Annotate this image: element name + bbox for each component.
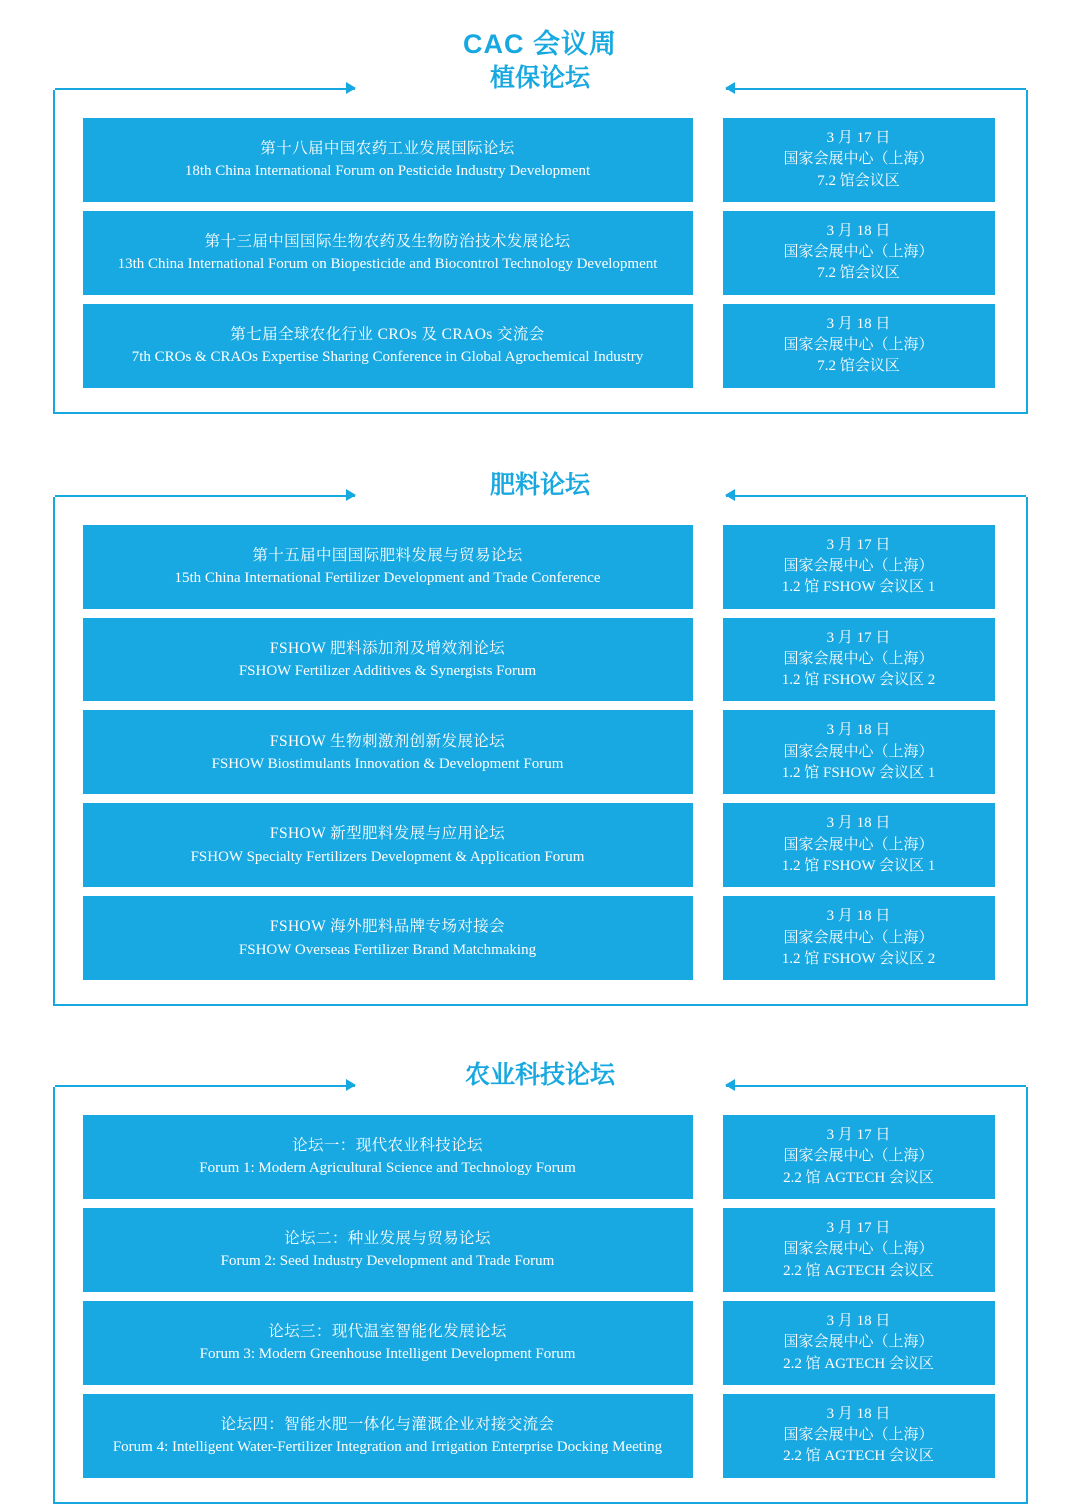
venue-date: 3 月 18 日 [826,1405,891,1422]
venue-place: 国家会展中心（上海） [783,929,934,946]
topic-cell [83,211,693,295]
topic-title-en: Forum 3: Modern Greenhouse Intelligent Development Forum [199,1346,576,1363]
venue-hall: 1.2 馆 FSHOW 会议区 2 [781,672,936,689]
venue-cell [723,618,995,702]
topic-title-cn: 论坛一：现代农业科技论坛 [292,1137,483,1155]
schedule-rows [55,1115,1026,1478]
section-plant-protection [53,61,1028,414]
topic-title-en: 15th China International Fertilizer Development and Trade Conference [174,569,601,586]
venue-hall: 1.2 馆 FSHOW 会议区 1 [781,765,936,782]
venue-date: 3 月 18 日 [826,722,891,739]
topic-cell [83,803,693,887]
topic-cell [83,1394,693,1478]
topic-cell [83,118,693,202]
venue-hall: 2.2 馆 AGTECH 会议区 [783,1262,934,1279]
topic-title-cn: 论坛二：种业发展与贸易论坛 [284,1230,491,1248]
topic-title-en: Forum 2: Seed Industry Development and Trade Forum [220,1253,555,1270]
topic-cell [83,1208,693,1292]
topic-title-en: FSHOW Biostimulants Innovation & Development Forum [211,755,564,772]
table-row [83,618,998,702]
table-row [83,1394,998,1478]
arrow-right-icon [346,82,356,94]
table-row [83,1115,998,1199]
venue-date: 3 月 17 日 [826,629,891,646]
arrow-right-icon [346,1079,356,1091]
arrow-left-icon [725,489,735,501]
table-row [83,803,998,887]
topic-title-cn: FSHOW 肥料添加剂及增效剂论坛 [269,639,506,657]
venue-place: 国家会展中心（上海） [783,557,934,574]
venue-date: 3 月 17 日 [826,1127,891,1144]
venue-date: 3 月 17 日 [826,536,891,553]
section-agritech [53,1058,1028,1504]
topic-cell [83,1301,693,1385]
venue-cell [723,1208,995,1292]
section-spacer [0,414,1080,468]
topic-title-en: FSHOW Fertilizer Additives & Synergists Forum [238,662,537,679]
topic-cell [83,1115,693,1199]
venue-cell [723,304,995,388]
section-fertilizer [53,468,1028,1006]
page-title: CAC 会议周 [463,29,617,59]
venue-place: 国家会展中心（上海） [783,1241,934,1258]
table-row [83,211,998,295]
section-frame [53,497,1028,1006]
section-spacer [0,1006,1080,1058]
venue-hall: 1.2 馆 FSHOW 会议区 1 [781,579,936,596]
venue-place: 国家会展中心（上海） [783,650,934,667]
venue-hall: 1.2 馆 FSHOW 会议区 2 [781,950,936,967]
venue-date: 3 月 18 日 [826,315,891,332]
venue-place: 国家会展中心（上海） [783,743,934,760]
venue-date: 3 月 18 日 [826,1312,891,1329]
venue-hall: 7.2 馆会议区 [817,265,900,282]
venue-place: 国家会展中心（上海） [783,337,934,354]
arrow-right-icon [346,489,356,501]
topic-title-en: FSHOW Overseas Fertilizer Brand Matchmaking [238,941,537,958]
topic-cell [83,304,693,388]
topic-title-en: 7th CROs & CRAOs Expertise Sharing Conference in Global Agrochemical Industry [131,349,644,366]
topic-title-cn: 论坛三：现代温室智能化发展论坛 [268,1322,507,1340]
topic-title-cn: FSHOW 新型肥料发展与应用论坛 [269,825,506,843]
venue-hall: 2.2 馆 AGTECH 会议区 [783,1355,934,1372]
venue-date: 3 月 18 日 [826,815,891,832]
table-row [83,304,998,388]
venue-place: 国家会展中心（上海） [783,1334,934,1351]
table-row [83,896,998,980]
arrow-left-icon [725,82,735,94]
topic-cell [83,618,693,702]
venue-cell [723,896,995,980]
topic-title-en: FSHOW Specialty Fertilizers Development & Application Forum [190,848,585,865]
venue-date: 3 月 18 日 [826,222,891,239]
venue-cell [723,1394,995,1478]
venue-hall: 2.2 馆 AGTECH 会议区 [783,1169,934,1186]
topic-title-cn: 第十三届中国国际生物农药及生物防治技术发展论坛 [204,232,571,250]
venue-place: 国家会展中心（上海） [783,244,934,261]
venue-place: 国家会展中心（上海） [783,1427,934,1444]
topic-title-cn: FSHOW 海外肥料品牌专场对接会 [269,918,506,936]
topic-title-cn: 第七届全球农化行业 CROs 及 CRAOs 交流会 [230,325,545,343]
table-row [83,1301,998,1385]
venue-hall: 2.2 馆 AGTECH 会议区 [783,1448,934,1465]
section-frame [53,90,1028,414]
section-title: 农业科技论坛 [430,1058,650,1092]
venue-place: 国家会展中心（上海） [783,1148,934,1165]
topic-title-cn: 论坛四：智能水肥一体化与灌溉企业对接交流会 [220,1415,555,1433]
venue-date: 3 月 17 日 [826,130,891,146]
venue-hall: 7.2 馆会议区 [817,172,900,189]
venue-place: 国家会展中心（上海） [783,151,934,168]
topic-title-en: 18th China International Forum on Pesticide Industry Development [184,163,591,180]
table-row [83,525,998,609]
venue-cell [723,118,995,202]
topic-cell [83,896,693,980]
venue-cell [723,211,995,295]
table-row [83,118,998,202]
venue-cell [723,525,995,609]
venue-cell [723,1301,995,1385]
topic-title-en: 13th China International Forum on Biopesticide and Biocontrol Technology Development [117,256,658,273]
venue-date: 3 月 17 日 [826,1220,891,1237]
topic-title-en: Forum 4: Intelligent Water-Fertilizer Integration and Irrigation Enterprise Docking Meeting [112,1439,663,1456]
topic-cell [83,525,693,609]
schedule-rows [55,525,1026,980]
arrow-left-icon [725,1079,735,1091]
topic-title-cn: 第十五届中国国际肥料发展与贸易论坛 [252,546,523,564]
section-title: 肥料论坛 [430,468,650,502]
topic-cell [83,710,693,794]
table-row [83,710,998,794]
venue-cell [723,710,995,794]
venue-cell [723,1115,995,1199]
venue-date: 3 月 18 日 [826,908,891,925]
topic-title-cn: 第十八届中国农药工业发展国际论坛 [260,140,515,158]
topic-title-cn: FSHOW 生物刺激剂创新发展论坛 [269,732,506,750]
section-title: 植保论坛 [430,61,650,95]
venue-hall: 7.2 馆会议区 [817,358,900,375]
venue-hall: 1.2 馆 FSHOW 会议区 1 [781,857,936,874]
venue-cell [723,803,995,887]
venue-place: 国家会展中心（上海） [783,836,934,853]
schedule-rows [55,118,1026,388]
section-frame [53,1087,1028,1504]
topic-title-en: Forum 1: Modern Agricultural Science and Technology Forum [199,1160,576,1177]
table-row [83,1208,998,1292]
